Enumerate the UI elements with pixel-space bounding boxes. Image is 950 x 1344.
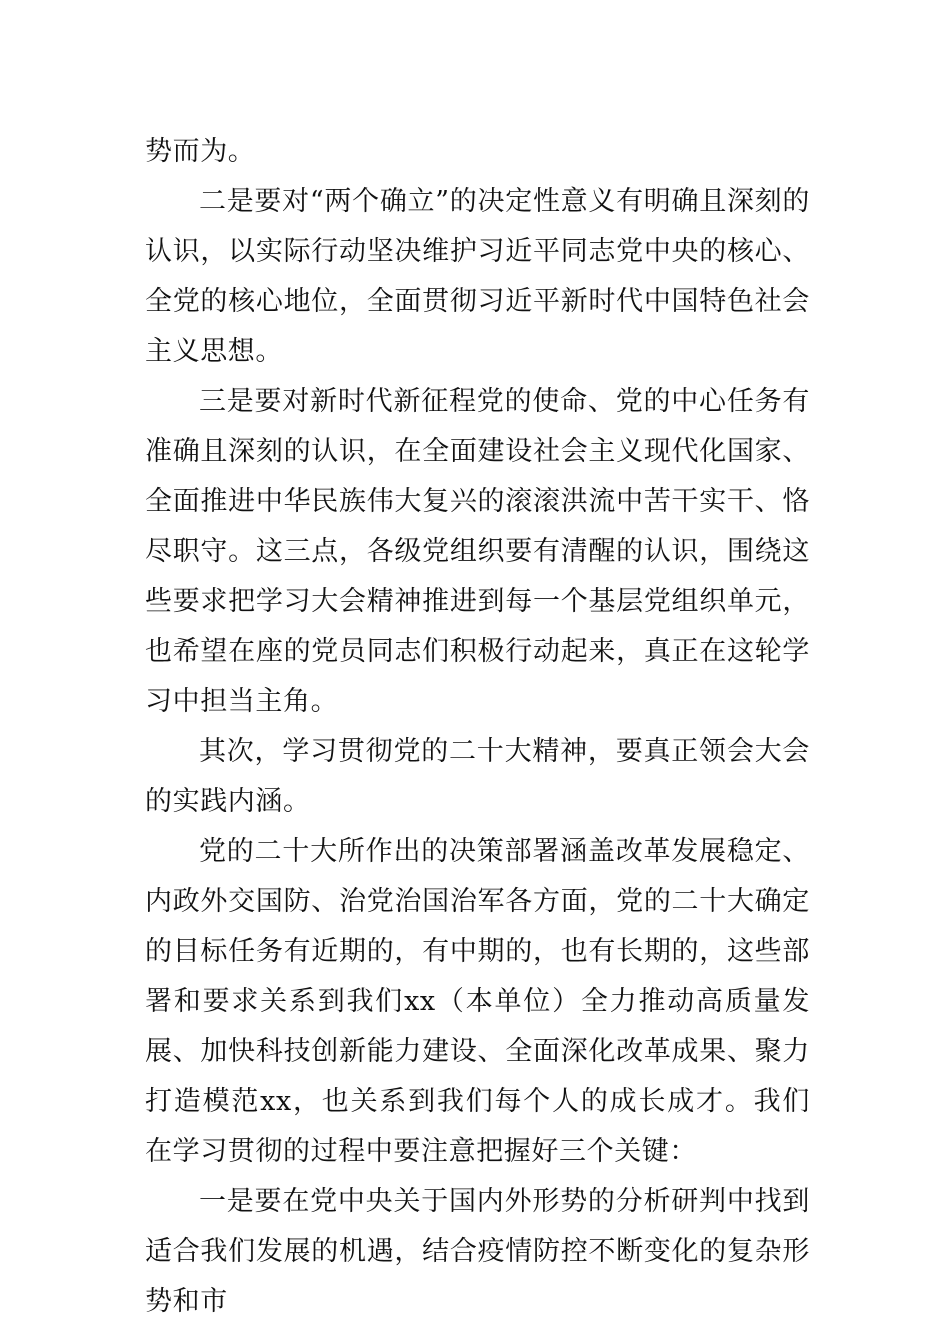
document-body — [145, 127, 810, 1327]
paragraph-key-one: 一是要在党中央关于国内外形势的分析研判中找到适合我们发展的机遇，结合疫情防控不断变化的复杂形势和市 — [145, 1186, 810, 1317]
paragraph-second-section: 其次，学习贯彻党的二十大精神，要真正领会大会的实践内涵。 — [145, 736, 810, 817]
paragraph-decisions: 党的二十大所作出的决策部署涵盖改革发展稳定、内政外交国防、治党治国治军各方面，党的二十大确定的目标任务有近期的，有中期的，也有长期的，这些部署和要求关系到我们xx（本单位）全力推动高质量发展、加快科技创新能力建设、全面深化改革成果、聚力打造模范xx，也关系到我们每个人的成长成才。我们在学习贯彻的过程中要注意把握好三个关键： — [145, 836, 810, 1167]
paragraph-point-two: 二是要对“两个确立”的决定性意义有明确且深刻的认识，以实际行动坚决维护习近平同志党中央的核心、全党的核心地位，全面贯彻习近平新时代中国特色社会主义思想。 — [145, 186, 810, 367]
paragraph-continuation: 势而为。 — [145, 136, 256, 167]
paragraph-point-three: 三是要对新时代新征程党的使命、党的中心任务有准确且深刻的认识，在全面建设社会主义现代化国家、全面推进中华民族伟大复兴的滚滚洪流中苦干实干、恪尽职守。这三点，各级党组织要有清醒的认识，围绕这些要求把学习大会精神推进到每一个基层党组织单元，也希望在座的党员同志们积极行动起来，真正在这轮学习中担当主角。 — [145, 386, 810, 717]
